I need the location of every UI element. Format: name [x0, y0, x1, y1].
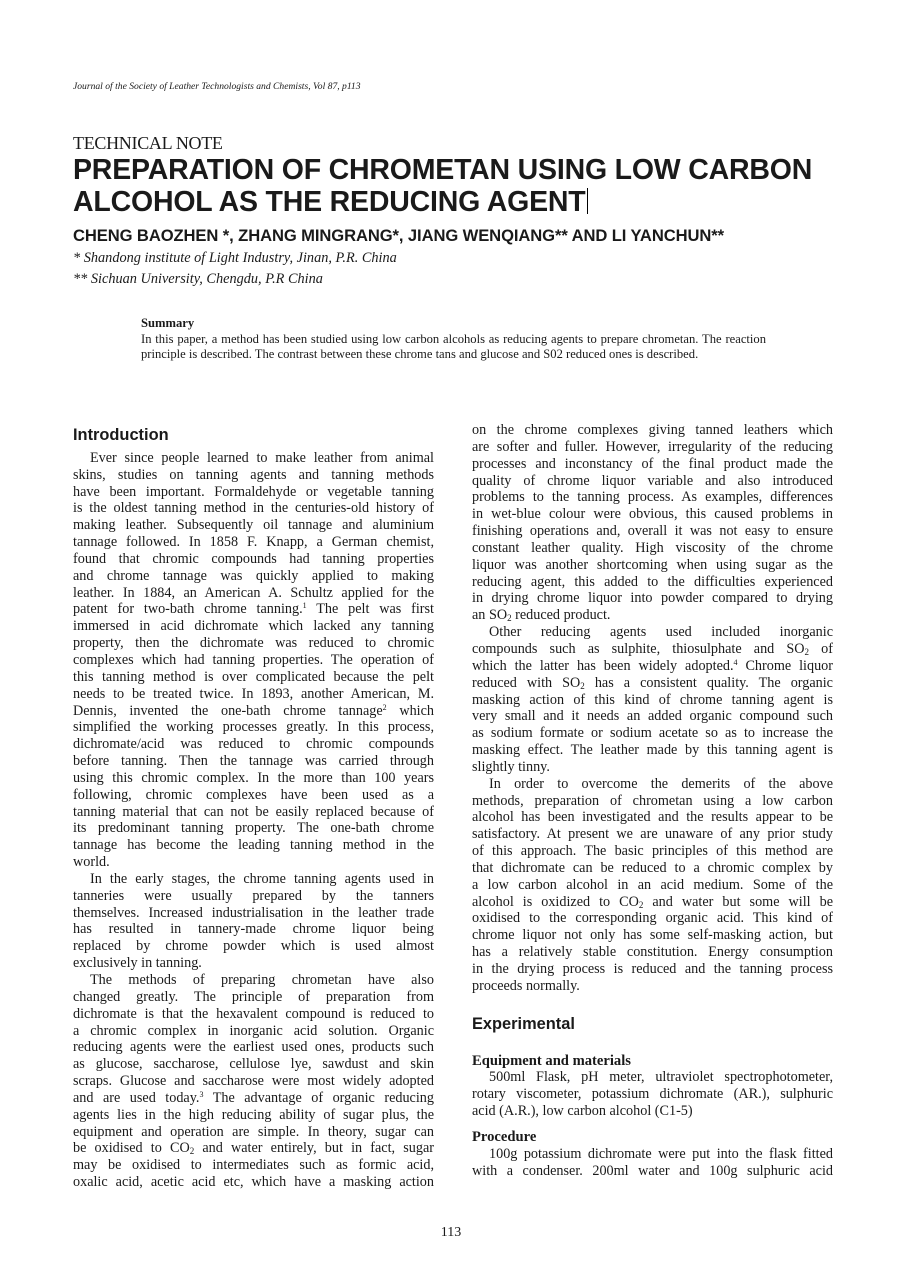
text-line: proceeds normally. [472, 977, 580, 994]
text-line: property, then the dichromate was reduced to chromic [73, 635, 434, 652]
text-line: and chrome tannage was quickly applied to making [73, 567, 434, 584]
text-line: has resulted in tannery-made chrome liquor being [73, 921, 434, 938]
text-line: alcohol has been investigated and the results appear to be [472, 809, 833, 826]
text-line: finishing operations and, overall it was not easy to ensure [472, 523, 833, 540]
text-line: using this chromic complex. In the more than 100 years [73, 769, 434, 786]
equipment-heading: Equipment and materials [472, 1052, 631, 1069]
text-line: reducing agents were the earliest used ones, products such [73, 1039, 434, 1056]
text-line: equipment and operation are simple. In theory, sugar can [73, 1123, 434, 1140]
text-line: Ever since people learned to make leather from animal [90, 449, 434, 466]
text-line: as glucose, saccharose, cellulose lye, sawdust and skin [73, 1056, 434, 1073]
text-line: in drying chrome liquor into powder compared to drying [472, 590, 833, 607]
text-line: before tanning. Then the tannage was carried through [73, 753, 434, 770]
text-line: following, chromic complexes have been used as a [73, 786, 434, 803]
text-line: a chromic complex in inorganic acid solution. Organic [73, 1022, 434, 1039]
text-line: exclusively in tanning. [73, 955, 202, 972]
text-line: constant leather quality. High viscosity of the chrome [472, 539, 833, 556]
text-line: agents lies in the high reducing ability of sugar plus, the [73, 1106, 434, 1123]
text-line: compounds such as sulphite, thiosulphate and $SO_2$ of [472, 640, 833, 657]
introduction-heading: Introduction [73, 426, 169, 444]
text-line: have been important. Formaldehyde or vegetable tanning [73, 483, 434, 500]
text-line: a low carbon alcohol in an acid medium. Some of the [472, 876, 833, 893]
text-line: methods, preparation of chrometan using a low carbon [472, 792, 833, 809]
summary-block [141, 316, 766, 363]
text-line: dichromate/acid was reduced to chromic compounds [73, 736, 434, 753]
affiliation-1: * Shandong institute of Light Industry, Jinan, P.R. China [73, 250, 397, 266]
text-line: tanning material that can not be easily replaced because of [73, 803, 434, 820]
author-list: CHENG BAOZHEN *, ZHANG MINGRANG*, JIANG WENQIANG** AND LI YANCHUN** [73, 226, 724, 245]
text-line: with a condenser. 200ml water and 100g sulphuric acid [472, 1162, 833, 1179]
text-line: slightly tinny. [472, 758, 550, 775]
text-line: be oxidised to $CO_2$ and water entirely, but in fact, sugar [73, 1140, 434, 1157]
text-line: skins, studies on tanning agents and tanning methods [73, 466, 434, 483]
text-line: in wet-blue colour were obvious, this caused problems in [472, 506, 833, 523]
text-line: simplified the working processes greatly. In this process, [73, 719, 434, 736]
text-line: making leather. Subsequently oil tannage and aluminium [73, 517, 434, 534]
text-line: satisfactory. At present we are unaware of any prior study [472, 826, 833, 843]
text-line: Other reducing agents used included inorganic [489, 624, 833, 641]
introduction-body-left [73, 450, 434, 1191]
text-line: liquor was another shortcoming when using sugar as the [472, 556, 833, 573]
text-line: are softer and fuller. However, irregularity of the reducing [472, 438, 833, 455]
reference-marker: 1 [302, 601, 307, 611]
text-line: 100g potassium dichromate were put into the flask fitted [489, 1145, 833, 1162]
page-number: 113 [440, 1225, 462, 1240]
text-line: leather. In 1884, an American A. Schultz applied for the [73, 584, 434, 601]
summary-text: In this paper, a method has been studied using low carbon alcohols as reducing agents to prepare chrometan. The reaction principle is described. The contrast between these chrome tans and glucose and S02 reduced ones is described. [141, 331, 766, 361]
journal-citation: Journal of the Society of Leather Technologists and Chemists, Vol 87, p113 [73, 81, 361, 92]
text-line: tannage has become the leading tanning method in the [73, 837, 434, 854]
subscript: 2 [804, 646, 810, 657]
reference-marker: 3 [199, 1089, 204, 1099]
summary-heading: Summary [141, 316, 195, 330]
text-line: oxalic acid, acetic acid etc, which have a masking action [73, 1174, 434, 1191]
text-line: which the latter has been widely adopted.$^4$ Chrome liquor [472, 657, 833, 674]
text-line: found that chromic compounds had tanning properties [73, 550, 434, 567]
article-title [73, 154, 812, 218]
text-line: this tanning method is over complicated because the pelt [73, 668, 434, 685]
text-line: may be oxidised to intermediates such as formic acid, [73, 1157, 434, 1174]
subscript: 2 [638, 899, 644, 910]
text-line: themselves. Increased industrialisation in the leather trade [73, 904, 434, 921]
title-line-1: PREPARATION OF CHROMETAN USING LOW CARBON [73, 154, 813, 186]
reference-marker: 2 [382, 702, 387, 712]
left-column [73, 427, 434, 1191]
text-line: an $SO_2$ reduced product. [472, 607, 611, 624]
text-line: alcohol is oxidized to $CO_2$ and water but some will be [472, 893, 833, 910]
subscript: 2 [507, 613, 512, 624]
introduction-body-right [472, 422, 833, 995]
title-line-2 [73, 186, 812, 218]
text-line: tanneries were usually prepared by the tanners [73, 887, 434, 904]
reference-marker: 4 [733, 657, 738, 667]
text-line: The methods of preparing chrometan have also [90, 972, 434, 988]
text-line: changed greatly. The principle of preparation from [73, 988, 434, 1005]
text-line: very small and it needs an added organic compound such [472, 708, 833, 725]
experimental-heading: Experimental [472, 1014, 575, 1033]
text-line: problems to the tanning process. As examples, differences [472, 489, 833, 506]
procedure-body [472, 1146, 833, 1180]
subscript: 2 [580, 680, 585, 691]
text-line: on the chrome complexes giving tanned leathers which [472, 422, 833, 438]
text-line: Dennis, invented the one-bath chrome tannage$^2$ which [73, 702, 434, 719]
text-line: reduced with $SO_2$ has a consistent quality. The organic [472, 674, 833, 691]
text-line: processes and inconstancy of the final product made the [472, 455, 833, 472]
text-line: rotary viscometer, potassium dichromate (AR.), sulphuric [472, 1086, 833, 1103]
text-line: has a relatively stable constitution. Energy consumption [472, 944, 833, 961]
procedure-heading: Procedure [472, 1128, 537, 1145]
text-line: dichromate is that the hexavalent compound is reduced to [73, 1005, 434, 1022]
text-line: is the oldest tanning method in the centuries-old history of [73, 500, 434, 517]
text-line: scraps. Glucose and saccharose were most widely adopted [73, 1073, 434, 1090]
text-line: 500ml Flask, pH meter, ultraviolet spectrophotometer, [489, 1069, 833, 1086]
text-line: as sodium formate or sodium acetate so as to increase the [472, 725, 833, 742]
text-line: quality of chrome liquor variable and also introduced [472, 472, 833, 489]
text-line: acid (A.R.), low carbon alcohol (C1-5) [472, 1103, 693, 1120]
text-line: chrome liquor not only has some self-masking action, but [472, 927, 833, 944]
subscript: 2 [189, 1146, 195, 1157]
text-line: masking action of this kind of chrome tanning agent is [472, 691, 833, 708]
text-line: patent for two-bath chrome tanning.$^1$ The pelt was first [73, 601, 434, 618]
article-type-label: TECHNICAL NOTE [73, 133, 223, 153]
text-line: replaced by chrome powder which is used almost [73, 938, 434, 955]
affiliation-2: ** Sichuan University, Chengdu, P.R China [73, 271, 323, 287]
text-line: of this approach. The basic principles of this method are [472, 843, 833, 860]
text-line: immersed in acid dichromate which lacked any tanning [73, 618, 434, 635]
text-line: In order to overcome the demerits of the above [489, 775, 833, 792]
text-line: world. [73, 854, 110, 871]
text-line: that dichromate can be reduced to a chromic complex by [472, 859, 833, 876]
title-line-2-text: ALCOHOL AS THE REDUCING AGENT [73, 186, 586, 218]
text-line: tannage followed. In 1858 F. Knapp, a German chemist, [73, 534, 434, 551]
equipment-body [472, 1069, 833, 1120]
text-cursor [587, 188, 588, 214]
text-line: reducing agent, this added to the difficulties experienced [472, 573, 833, 590]
right-column [472, 422, 833, 1179]
text-line: masking effect. The leather made by this tanning agent is [472, 742, 833, 759]
text-line: oxidised to the corresponding organic acid. This kind of [472, 910, 833, 927]
text-line: needs to be treated twice. In 1893, another American, M. [73, 685, 434, 702]
text-line: in the drying process is reduced and the tanning process [472, 961, 833, 977]
text-line: its predominant tanning property. The one-bath chrome [73, 820, 434, 837]
text-line: In the early stages, the chrome tanning agents used in [90, 870, 434, 887]
text-line: and are used today.$^3$ The advantage of organic reducing [73, 1089, 434, 1106]
text-line: complexes which had tanning properties. The operation of [73, 651, 434, 668]
